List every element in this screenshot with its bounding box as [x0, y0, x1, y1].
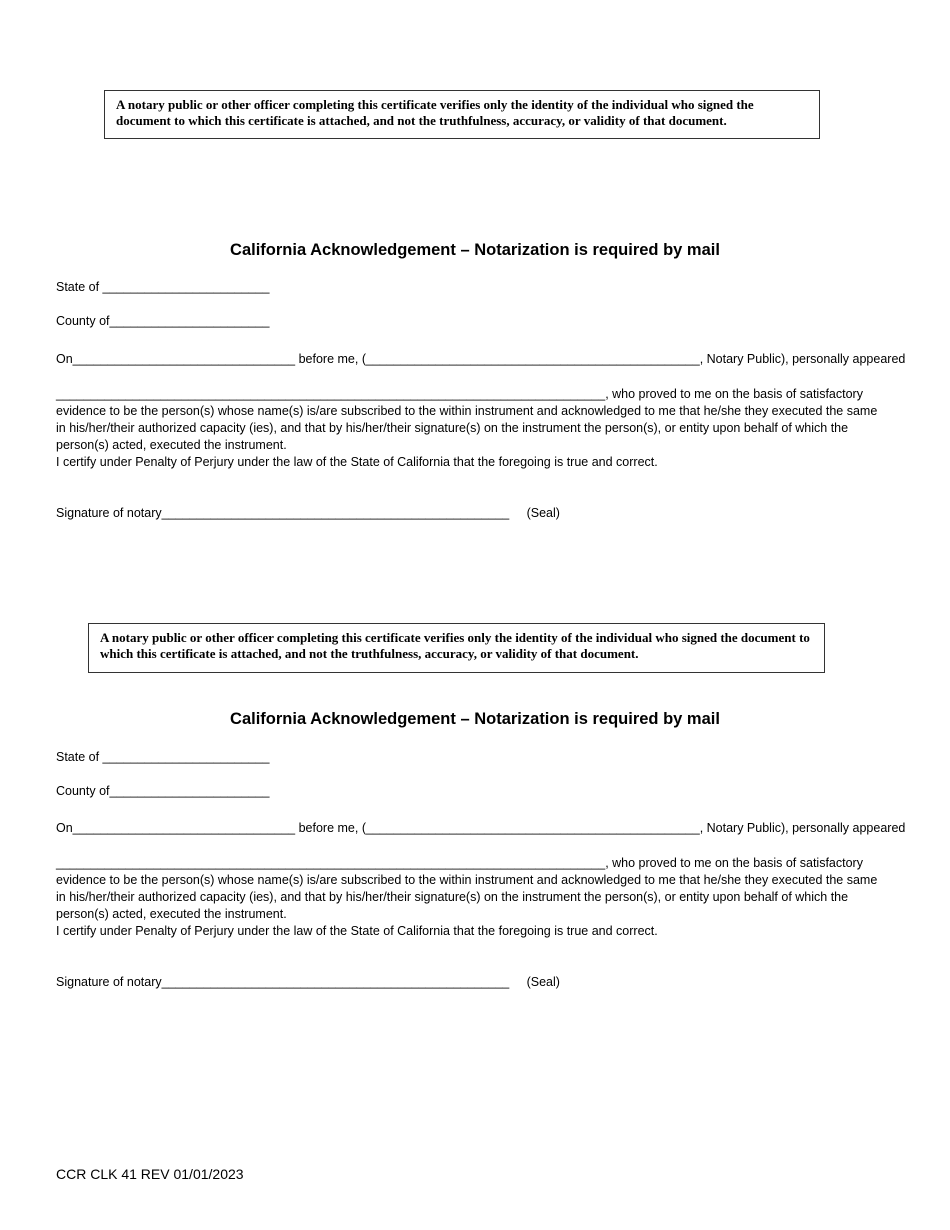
perjury-certification-text: I certify under Penalty of Perjury under the law of the State of California that the foregoing is true and correct. — [56, 924, 658, 938]
notary-disclaimer-box — [104, 90, 820, 139]
acknowledgement-paragraph — [56, 386, 886, 471]
notary-disclaimer-box — [88, 623, 825, 673]
perjury-certification-text: I certify under Penalty of Perjury under the law of the State of California that the foregoing is true and correct. — [56, 455, 658, 469]
notary-signature-field[interactable]: Signature of notary__________________________________________________ (Seal) — [56, 975, 560, 989]
date-notary-field[interactable]: On________________________________ before me, (________________________________________________, Notary Public), personally appeared — [56, 352, 906, 366]
appeared-person-field[interactable]: _______________________________________________________________________________, who proved to me on the basis of satisfactory — [56, 387, 863, 401]
acknowledgement-body-text: evidence to be the person(s) whose name(s) is/are subscribed to the within instrument and acknowledged to me that he/she they executed the same in his/her/their authorized capacity (ies), and that by his/her/their signature(s) on the instrument the person(s), or entity upon behalf of which the person(s) acted, executed the instrument. — [56, 873, 878, 921]
date-notary-field[interactable]: On________________________________ before me, (________________________________________________, Notary Public), personally appeared — [56, 821, 906, 835]
form-revision-footer: CCR CLK 41 REV 01/01/2023 — [56, 1166, 244, 1182]
notary-disclaimer-text: A notary public or other officer completing this certificate verifies only the identity of the individual who signed the document to which this certificate is attached, and not the truthfulness, accuracy, or validity of that document. — [100, 630, 810, 661]
state-of-field[interactable]: State of ________________________ — [56, 280, 270, 294]
acknowledgement-title: California Acknowledgement – Notarization is required by mail — [230, 710, 720, 728]
acknowledgement-title: California Acknowledgement – Notarization is required by mail — [230, 241, 720, 259]
notary-signature-field[interactable]: Signature of notary__________________________________________________ (Seal) — [56, 506, 560, 520]
acknowledgement-paragraph — [56, 855, 886, 940]
acknowledgement-body-text: evidence to be the person(s) whose name(s) is/are subscribed to the within instrument and acknowledged to me that he/she they executed the same in his/her/their authorized capacity (ies), and that by his/her/their signature(s) on the instrument the person(s), or entity upon behalf of which the person(s) acted, executed the instrument. — [56, 404, 878, 452]
appeared-person-field[interactable]: _______________________________________________________________________________, who proved to me on the basis of satisfactory — [56, 856, 863, 870]
county-of-field[interactable]: County of_______________________ — [56, 314, 270, 328]
county-of-field[interactable]: County of_______________________ — [56, 784, 270, 798]
state-of-field[interactable]: State of ________________________ — [56, 750, 270, 764]
notary-disclaimer-text: A notary public or other officer completing this certificate verifies only the identity of the individual who signed the document to which this certificate is attached, and not the truthfulness, accuracy, or validity of that document. — [116, 97, 754, 128]
